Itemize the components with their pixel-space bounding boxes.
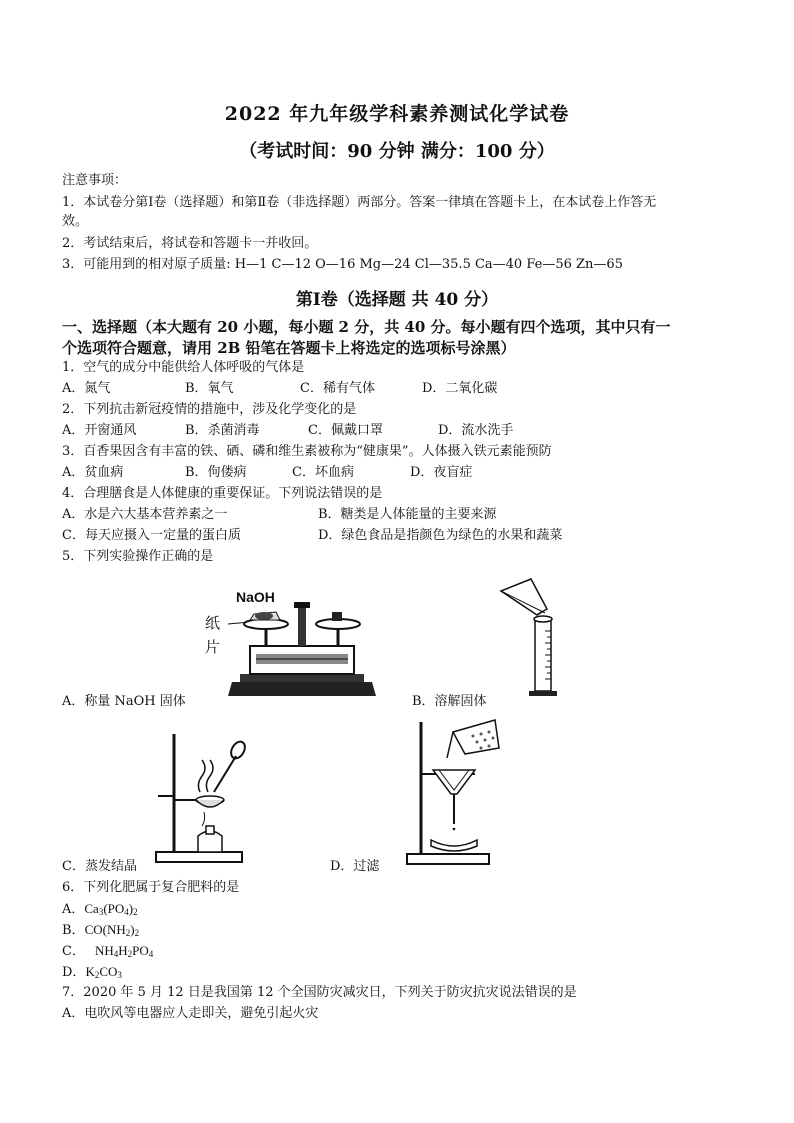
note-3: 3．可能用到的相对原子质量: H—1 C—12 O—16 Mg—24 Cl—35.5 Ca—40 Fe—56 Zn—65 bbox=[62, 257, 623, 272]
note-2: 2．考试结束后，将试卷和答题卡一并收回。 bbox=[62, 236, 318, 251]
exam-subtitle: （考试时间：90 分钟 满分：100 分） bbox=[239, 141, 555, 162]
q3-option-b: B．佝偻病 bbox=[185, 465, 247, 480]
notes-heading: 注意事项： bbox=[62, 173, 128, 188]
q5-option-d: D．过滤 bbox=[330, 859, 380, 874]
formula-k2co3: $K_2CO_3$ bbox=[85, 964, 122, 980]
q1-option-b: B．氧气 bbox=[185, 381, 234, 396]
q3-option-a: A．贫血病 bbox=[62, 465, 124, 480]
q4-option-c: C．每天应摄入一定量的蛋白质 bbox=[62, 528, 241, 543]
q1-option-c: C．稀有气体 bbox=[300, 381, 375, 396]
evaporation-figure bbox=[152, 730, 248, 864]
naoh-label: NaOH bbox=[236, 589, 275, 605]
q7-stem: 7．2020 年 5 月 12 日是我国第 12 个全国防灾减灾日，下列关于防灾抗灾说法错误的是 bbox=[62, 985, 577, 1000]
q6-option-b-label: B． bbox=[62, 923, 85, 938]
q2-option-a: A．开窗通风 bbox=[62, 423, 137, 438]
q5-option-c: C．蒸发结晶 bbox=[62, 859, 137, 874]
q6-option-c-label: C． bbox=[62, 944, 85, 959]
paper-label-2: 片 bbox=[205, 638, 221, 656]
q6-option-a bbox=[62, 900, 138, 921]
note-1: 1．本试卷分第Ⅰ卷（选择题）和第Ⅱ卷（非选择题）两部分。答案一律填在答题卡上，在本试卷上作答无 bbox=[62, 195, 657, 210]
note-1-cont: 效。 bbox=[62, 214, 89, 229]
q6-stem: 6．下列化肥属于复合肥料的是 bbox=[62, 880, 240, 895]
section-intro-cont: 个选项符合题意，请用 2B 铅笔在答题卡上将选定的选项标号涂黑） bbox=[62, 339, 516, 357]
q4-option-b: B．糖类是人体能量的主要来源 bbox=[318, 507, 497, 522]
q1-option-a: A．氮气 bbox=[62, 381, 111, 396]
cylinder-figure bbox=[495, 573, 565, 699]
q5-option-a: A．称量 NaOH 固体 bbox=[62, 694, 186, 709]
section-intro: 一、选择题（本大题有 20 小题，每小题 2 分，共 40 分。每小题有四个选项，其中只有一 bbox=[62, 318, 671, 336]
q5-stem: 5．下列实验操作正确的是 bbox=[62, 549, 214, 564]
q6-option-d-label: D． bbox=[62, 965, 86, 980]
q6-option-a-label: A． bbox=[62, 902, 85, 917]
q6-option-d bbox=[62, 963, 122, 984]
q2-option-c: C．佩戴口罩 bbox=[308, 423, 383, 438]
formula-conh22: $CO(NH_2)_2$ bbox=[84, 922, 140, 938]
q5-option-b: B．溶解固体 bbox=[412, 694, 487, 709]
balance-figure bbox=[200, 584, 380, 700]
q4-option-d: D．绿色食品是指颜色为绿色的水果和蔬菜 bbox=[318, 528, 563, 543]
q4-option-a: A．水是六大基本营养素之一 bbox=[62, 507, 228, 522]
q2-option-b: B．杀菌消毒 bbox=[185, 423, 260, 438]
exam-title: 2022 年九年级学科素养测试化学试卷 bbox=[224, 103, 570, 125]
q2-stem: 2．下列抗击新冠疫情的措施中，涉及化学变化的是 bbox=[62, 402, 357, 417]
q3-stem: 3．百香果因含有丰富的铁、硒、磷和维生素被称为“健康果”。人体摄入铁元素能预防 bbox=[62, 444, 552, 459]
formula-ca3po42: $Ca_3(PO_4)_2$ bbox=[84, 901, 138, 917]
q3-option-d: D．夜盲症 bbox=[410, 465, 473, 480]
q7-option-a: A．电吹风等电器应人走即关，避免引起火灾 bbox=[62, 1006, 319, 1021]
section-title: 第Ⅰ卷（选择题 共 40 分） bbox=[295, 290, 499, 310]
filtration-figure bbox=[403, 718, 503, 866]
q1-stem: 1．空气的成分中能供给人体呼吸的气体是 bbox=[62, 360, 305, 375]
q2-option-d: D．流水洗手 bbox=[438, 423, 514, 438]
q6-option-c bbox=[62, 942, 153, 963]
q4-stem: 4．合理膳食是人体健康的重要保证。下列说法错误的是 bbox=[62, 486, 383, 501]
q1-option-d: D．二氧化碳 bbox=[422, 381, 498, 396]
q6-option-b bbox=[62, 921, 139, 942]
paper-label-1: 纸 bbox=[205, 614, 221, 632]
q3-option-c: C．坏血病 bbox=[292, 465, 354, 480]
formula-nh4h2po4: $NH_4H_2PO_4$ bbox=[94, 943, 154, 959]
